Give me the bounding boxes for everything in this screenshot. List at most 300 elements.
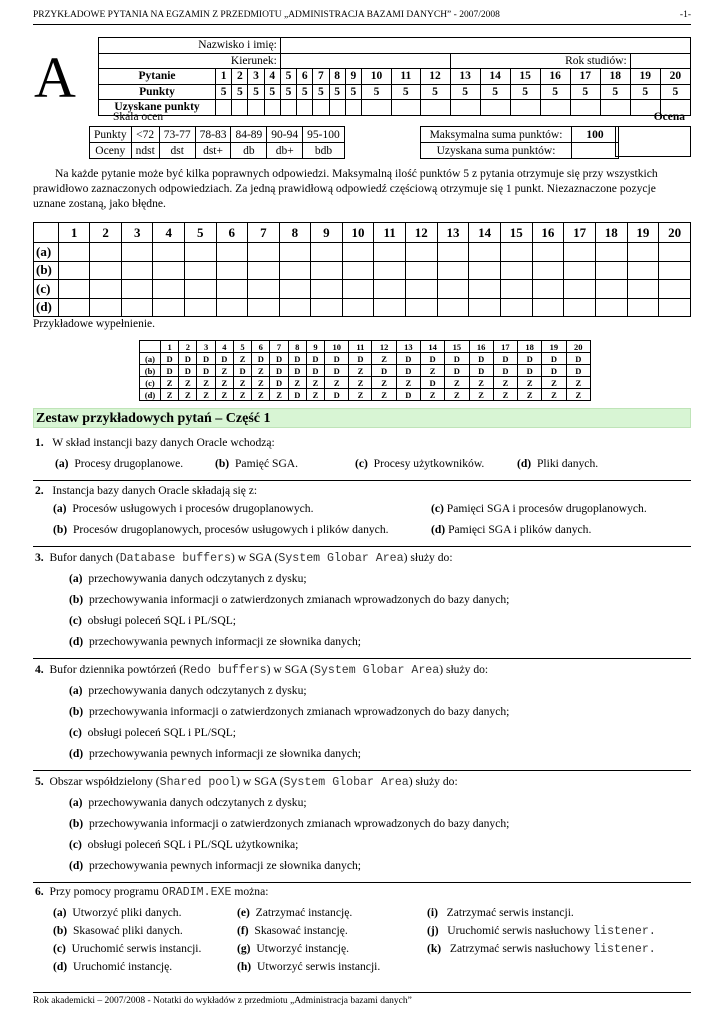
example-cell: Z: [445, 377, 469, 389]
section-title: Zestaw przykładowych pytań – Część 1: [33, 408, 691, 428]
example-cell: Z: [325, 377, 349, 389]
example-cell: D: [197, 353, 215, 365]
answer-cell[interactable]: [469, 261, 501, 280]
example-cell: D: [542, 365, 566, 377]
answer-cell[interactable]: [248, 280, 280, 299]
question-number-cell: 7: [313, 69, 329, 85]
grade-scale-title-row: [98, 109, 691, 127]
example-cell: D: [215, 353, 233, 365]
answer-cell[interactable]: [311, 280, 343, 299]
q1-option-b[interactable]: (b) Pamięć SGA.: [215, 457, 299, 470]
example-cell: Z: [215, 389, 233, 401]
example-column-header: 6: [252, 341, 270, 353]
answer-cell[interactable]: [405, 261, 437, 280]
q1-option-d[interactable]: (d) Pliki danych.: [517, 457, 599, 470]
q6-option-f[interactable]: (f) Skasować instancję.: [237, 924, 348, 937]
answer-row-label: (b): [34, 261, 59, 280]
earned-sum-field[interactable]: [572, 143, 619, 159]
answer-cell[interactable]: [500, 298, 532, 317]
answer-cell[interactable]: [342, 280, 374, 299]
q2-text: Instancja bazy danych Oracle składają się z:: [52, 484, 258, 497]
answer-cell[interactable]: [153, 243, 185, 262]
answer-cell[interactable]: [58, 280, 90, 299]
question-number-cell: 14: [480, 69, 510, 85]
example-cell: D: [518, 365, 542, 377]
question-label: Pytanie: [99, 69, 216, 85]
example-cell: Z: [215, 377, 233, 389]
q1-option-c[interactable]: (c) Procesy użytkowników.: [355, 457, 485, 470]
answer-cell[interactable]: [342, 261, 374, 280]
answer-cell[interactable]: [185, 243, 217, 262]
answer-cell[interactable]: [532, 261, 564, 280]
points-cell: 5: [450, 84, 480, 100]
example-column-header: 19: [542, 341, 566, 353]
answer-cell[interactable]: [90, 280, 122, 299]
answer-column-header: 11: [374, 223, 406, 243]
answer-cell[interactable]: [58, 243, 90, 262]
example-cell: D: [325, 365, 349, 377]
points-cell: 5: [540, 84, 570, 100]
question-number-cell: 9: [345, 69, 361, 85]
answer-column-header: 17: [564, 223, 596, 243]
example-cell: D: [197, 365, 215, 377]
answer-cell[interactable]: [342, 243, 374, 262]
answer-column-header: 19: [627, 223, 659, 243]
q6-option-h[interactable]: (h) Utworzyć serwis instancji.: [237, 960, 381, 973]
question-1: [33, 434, 691, 482]
scale-points-label: Punkty: [90, 127, 132, 143]
answer-cell[interactable]: [532, 298, 564, 317]
q6-option-c[interactable]: (c) Uruchomić serwis instancji.: [53, 942, 202, 955]
answer-cell[interactable]: [121, 243, 153, 262]
example-cell: Z: [252, 365, 270, 377]
example-row: [140, 377, 591, 389]
q1-text: W skład instancji bazy danych Oracle wchodzą:: [52, 436, 275, 449]
points-cell: 5: [248, 84, 264, 100]
example-cell: D: [270, 377, 288, 389]
example-column-header: 4: [215, 341, 233, 353]
answer-cell[interactable]: [58, 261, 90, 280]
answer-cell[interactable]: [311, 243, 343, 262]
question-5: 5. Obszar współdzielony (Shared pool) w SGA (System Globar Area) służy do: (a) przechowywania danych odczytanych z dysku; (b) przechowywania informacji o zatwierdzonych zmianach wprowadzonych do bazy danych; (c) obsługi poleceń SQL i PL/SQL użytkownika; (d) przechowywania pewnych informacji ze słownika danych;: [33, 772, 691, 884]
answer-cell[interactable]: [532, 243, 564, 262]
answer-cell[interactable]: [121, 280, 153, 299]
answer-cell[interactable]: [627, 243, 659, 262]
grade-scale-table: [89, 126, 345, 159]
q6-option-d[interactable]: (d) Uruchomić instancję.: [53, 960, 173, 973]
example-column-header: 8: [288, 341, 306, 353]
example-column-header: 7: [270, 341, 288, 353]
points-cell: 5: [630, 84, 660, 100]
answer-cell[interactable]: [469, 243, 501, 262]
answer-cell[interactable]: [500, 243, 532, 262]
q5-option-d[interactable]: (d) przechowywania pewnych informacji ze słownika danych;: [69, 859, 361, 872]
scale-grade-cell: db+: [267, 143, 303, 159]
scale-grade-cell: dst+: [195, 143, 231, 159]
example-cell: D: [325, 389, 349, 401]
example-cell: D: [445, 353, 469, 365]
example-cell: Z: [179, 377, 197, 389]
q2-option-c[interactable]: (c) Pamięci SGA i procesów drugoplanowych.: [431, 502, 647, 515]
answer-cell[interactable]: [153, 298, 185, 317]
answer-cell[interactable]: [564, 261, 596, 280]
q6-code-oradim: ORADIM.EXE: [161, 886, 232, 899]
answer-row: [34, 298, 691, 317]
answer-cell[interactable]: [405, 280, 437, 299]
points-label: Punkty: [99, 84, 216, 100]
answer-cell[interactable]: [248, 243, 280, 262]
variant-letter: A: [34, 45, 76, 110]
answer-cell[interactable]: [185, 298, 217, 317]
q4-option-a[interactable]: (a) przechowywania danych odczytanych z dysku;: [69, 684, 307, 697]
answer-grid: [33, 222, 691, 317]
question-number-cell: 16: [540, 69, 570, 85]
example-cell: Z: [306, 389, 324, 401]
example-cell: Z: [197, 389, 215, 401]
q4-code-sga: System Globar Area: [313, 664, 440, 677]
example-cell: D: [288, 389, 306, 401]
points-cell: 5: [420, 84, 450, 100]
question-number-cell: 18: [600, 69, 630, 85]
example-cell: Z: [306, 377, 324, 389]
example-cell: Z: [179, 389, 197, 401]
name-label: Nazwisko i imię:: [99, 38, 281, 54]
answer-cell[interactable]: [500, 280, 532, 299]
example-cell: D: [270, 365, 288, 377]
q6-option-a[interactable]: (a) Utworzyć pliki danych.: [53, 906, 182, 919]
q3-option-d[interactable]: (d) przechowywania pewnych informacji ze słownika danych;: [69, 635, 361, 648]
example-cell: Z: [215, 365, 233, 377]
example-cell: D: [566, 365, 590, 377]
example-cell: D: [325, 353, 349, 365]
grade-field[interactable]: [615, 126, 691, 157]
course-field[interactable]: [280, 53, 450, 69]
answer-cell[interactable]: [437, 243, 469, 262]
points-cell: 5: [392, 84, 421, 100]
answer-cell[interactable]: [185, 280, 217, 299]
q2-option-b[interactable]: (b) Procesów drugoplanowych, procesów usługowych i plików danych.: [53, 523, 389, 536]
question-number-cell: 20: [660, 69, 690, 85]
example-column-header: 17: [493, 341, 517, 353]
example-cell: Z: [270, 389, 288, 401]
answer-cell[interactable]: [469, 298, 501, 317]
example-cell: Z: [288, 377, 306, 389]
question-number-cell: 2: [232, 69, 248, 85]
q5-code-sga: System Globar Area: [283, 776, 409, 789]
question-number-cell: 5: [280, 69, 296, 85]
example-column-header: 14: [420, 341, 444, 353]
answer-cell[interactable]: [595, 280, 627, 299]
answer-cell[interactable]: [627, 280, 659, 299]
answer-cell[interactable]: [374, 243, 406, 262]
question-number-row: [99, 69, 691, 85]
q4-option-b[interactable]: (b) przechowywania informacji o zatwierdzonych zmianach wprowadzonych do bazy danych;: [69, 705, 510, 718]
answer-cell[interactable]: [311, 298, 343, 317]
answer-column-header: 1: [58, 223, 90, 243]
question-number-cell: 3: [248, 69, 264, 85]
example-cell: Z: [396, 377, 420, 389]
earned-sum-label: Uzyskana suma punktów:: [421, 143, 572, 159]
example-row-label: (b): [140, 365, 161, 377]
example-cell: D: [566, 353, 590, 365]
answer-cell[interactable]: [374, 280, 406, 299]
scale-grade-cell: ndst: [131, 143, 159, 159]
answer-column-header: 14: [469, 223, 501, 243]
example-cell: Z: [349, 389, 372, 401]
example-cell: D: [233, 365, 251, 377]
points-cell: 5: [361, 84, 391, 100]
scale-range-cell: <72: [131, 127, 159, 143]
q5-option-c[interactable]: (c) obsługi poleceń SQL i PL/SQL użytkownika;: [69, 838, 299, 851]
answer-cell[interactable]: [374, 261, 406, 280]
scale-grade-cell: db: [231, 143, 267, 159]
example-cell: Z: [233, 353, 251, 365]
answer-cell[interactable]: [564, 298, 596, 317]
answer-cell[interactable]: [627, 298, 659, 317]
q6-option-g[interactable]: (g) Utworzyć instancję.: [237, 942, 350, 955]
example-cell: Z: [372, 353, 396, 365]
example-column-header: 5: [233, 341, 251, 353]
example-cell: Z: [420, 365, 444, 377]
answer-cell[interactable]: [279, 298, 311, 317]
q3-option-c[interactable]: (c) obsługi poleceń SQL i PL/SQL;: [69, 614, 237, 627]
answer-cell[interactable]: [153, 280, 185, 299]
answer-cell[interactable]: [405, 243, 437, 262]
answer-cell[interactable]: [564, 280, 596, 299]
example-cell: Z: [542, 389, 566, 401]
answer-cell[interactable]: [216, 243, 248, 262]
answer-cell[interactable]: [437, 261, 469, 280]
answer-row: [34, 261, 691, 280]
points-cell: 5: [232, 84, 248, 100]
example-caption: Przykładowe wypełnienie.: [33, 318, 155, 330]
example-cell: D: [493, 353, 517, 365]
name-field[interactable]: [280, 38, 690, 54]
answer-column-header: 6: [216, 223, 248, 243]
answer-column-header: 13: [437, 223, 469, 243]
answer-cell[interactable]: [90, 243, 122, 262]
answer-cell[interactable]: [216, 298, 248, 317]
answer-cell[interactable]: [374, 298, 406, 317]
max-sum-value: 100: [572, 127, 619, 143]
example-cell: Z: [197, 377, 215, 389]
scale-range-cell: 84-89: [231, 127, 267, 143]
answer-cell[interactable]: [153, 261, 185, 280]
example-row: [140, 365, 591, 377]
answer-row-label: (a): [34, 243, 59, 262]
answer-column-header: 3: [121, 223, 153, 243]
example-column-header: 9: [306, 341, 324, 353]
q6-option-j[interactable]: (j) Uruchomić serwis nasłuchowy listener.: [427, 924, 656, 938]
example-cell: Z: [161, 377, 179, 389]
earned-label: Uzyskane punkty: [99, 100, 216, 116]
grade-title: Ocena: [653, 111, 685, 123]
scale-grade-cell: bdb: [303, 143, 345, 159]
example-column-header: 16: [469, 341, 493, 353]
q6-option-i[interactable]: (i) Zatrzymać serwis instancji.: [427, 906, 574, 919]
q5-option-a[interactable]: (a) przechowywania danych odczytanych z dysku;: [69, 796, 307, 809]
question-4: 4. Bufor dziennika powtórzeń (Redo buffers) w SGA (System Globar Area) służy do: (a) przechowywania danych odczytanych z dysku; (b) przechowywania informacji o zatwierdzonych zmianach wprowadzonych do bazy danych; (c) obsługi poleceń SQL i PL/SQL; (d) przechowywania pewnych informacji ze słownika danych;: [33, 660, 691, 773]
q2-option-a[interactable]: (a) Procesów usługowych i procesów drugoplanowych.: [53, 502, 314, 515]
points-cell: 5: [313, 84, 329, 100]
example-row-label: (a): [140, 353, 161, 365]
answer-cell[interactable]: [532, 280, 564, 299]
answer-cell[interactable]: [121, 261, 153, 280]
q6-option-k[interactable]: (k) Zatrzymać serwis nasłuchowy listener.: [427, 942, 656, 956]
example-cell: Z: [233, 377, 251, 389]
question-2: [33, 482, 691, 548]
answer-column-header: 2: [90, 223, 122, 243]
example-cell: D: [306, 365, 324, 377]
q2-option-d[interactable]: (d) Pamięci SGA i plików danych.: [431, 523, 592, 536]
answer-cell[interactable]: [437, 298, 469, 317]
points-cell: 5: [264, 84, 280, 100]
example-cell: Z: [493, 377, 517, 389]
answer-cell[interactable]: [311, 261, 343, 280]
example-cell: Z: [233, 389, 251, 401]
example-cell: Z: [566, 389, 590, 401]
points-cell: 5: [329, 84, 345, 100]
answer-cell[interactable]: [469, 280, 501, 299]
answer-column-header: 8: [279, 223, 311, 243]
q6-option-e[interactable]: (e) Zatrzymać instancję.: [237, 906, 353, 919]
example-cell: Z: [420, 389, 444, 401]
example-cell: D: [469, 365, 493, 377]
points-cell: 5: [297, 84, 313, 100]
example-cell: Z: [493, 389, 517, 401]
example-column-header: 10: [325, 341, 349, 353]
answer-cell[interactable]: [437, 280, 469, 299]
answer-column-header: 9: [311, 223, 343, 243]
example-cell: D: [396, 389, 420, 401]
answer-cell[interactable]: [248, 298, 280, 317]
example-cell: Z: [518, 389, 542, 401]
example-cell: Z: [252, 377, 270, 389]
question-number-cell: 17: [570, 69, 600, 85]
question-number-cell: 4: [264, 69, 280, 85]
answer-column-header: 18: [595, 223, 627, 243]
answer-column-header: 20: [659, 223, 691, 243]
answer-cell[interactable]: [90, 261, 122, 280]
answer-cell[interactable]: [121, 298, 153, 317]
scale-grades-label: Oceny: [90, 143, 132, 159]
question-number-cell: 13: [450, 69, 480, 85]
answer-cell[interactable]: [627, 261, 659, 280]
year-label: Rok studiów:: [450, 53, 630, 69]
answer-cell[interactable]: [279, 243, 311, 262]
instructions: Na każde pytanie może być kilka poprawnych odpowiedzi. Maksymalną ilość punktów 5 z pytania otrzymuje się przy wszystkich prawidłowo zaznaczonych odpowiedziach. Za jedną prawidłową odpowiedź częściową otrzymuje się 1 punkt. Niezaznaczone pozycje uznane zostaną, jako błędne.: [33, 167, 658, 210]
scale-title: Skala ocen: [113, 111, 164, 123]
q2-number: 2.: [35, 484, 44, 497]
answer-cell[interactable]: [279, 261, 311, 280]
example-cell: D: [469, 353, 493, 365]
q5-option-b[interactable]: (b) przechowywania informacji o zatwierdzonych zmianach wprowadzonych do bazy danych;: [69, 817, 510, 830]
example-column-header: 12: [372, 341, 396, 353]
answer-cell[interactable]: [595, 243, 627, 262]
answer-cell[interactable]: [564, 243, 596, 262]
example-column-header: 18: [518, 341, 542, 353]
example-cell: D: [288, 365, 306, 377]
q3-code-database-buffers: Database buffers: [119, 552, 232, 565]
answer-cell[interactable]: [659, 243, 691, 262]
answer-column-header: 4: [153, 223, 185, 243]
page-number: -1-: [679, 10, 691, 20]
points-cell: 5: [660, 84, 690, 100]
answer-row-label: (d): [34, 298, 59, 317]
answer-cell[interactable]: [248, 261, 280, 280]
answer-cell[interactable]: [216, 261, 248, 280]
answer-cell[interactable]: [500, 261, 532, 280]
example-row-label: (c): [140, 377, 161, 389]
scale-range-cell: 78-83: [195, 127, 231, 143]
question-number-cell: 8: [329, 69, 345, 85]
answer-cell[interactable]: [659, 298, 691, 317]
answer-cell[interactable]: [90, 298, 122, 317]
answer-row-label: (c): [34, 280, 59, 299]
answer-cell[interactable]: [185, 261, 217, 280]
example-cell: Z: [566, 377, 590, 389]
points-cell: 5: [570, 84, 600, 100]
page-footer: Rok akademicki – 2007/2008 - Notatki do wykładów z przedmiotu „Administracja bazami danych”: [33, 992, 691, 1006]
q3-code-sga: System Globar Area: [278, 552, 404, 565]
scale-range-cell: 73-77: [159, 127, 195, 143]
question-number-cell: 11: [392, 69, 421, 85]
example-cell: Z: [372, 377, 396, 389]
q6-option-b[interactable]: (b) Skasować pliki danych.: [53, 924, 183, 937]
example-cell: D: [420, 377, 444, 389]
answer-cell[interactable]: [342, 298, 374, 317]
q4-option-c[interactable]: (c) obsługi poleceń SQL i PL/SQL;: [69, 726, 237, 739]
example-cell: D: [420, 353, 444, 365]
answer-cell[interactable]: [659, 280, 691, 299]
answer-cell[interactable]: [595, 261, 627, 280]
scale-range-cell: 90-94: [267, 127, 303, 143]
answer-cell[interactable]: [405, 298, 437, 317]
student-id-table: [98, 37, 691, 116]
example-cell: Z: [445, 389, 469, 401]
header-title: PRZYKŁADOWE PYTANIA NA EGZAMIN Z PRZEDMIOTU „ADMINISTRACJA BAZAMI DANYCH” - 2007/2008: [33, 10, 500, 20]
example-cell: D: [270, 353, 288, 365]
answer-cell[interactable]: [279, 280, 311, 299]
example-cell: Z: [542, 377, 566, 389]
example-cell: Z: [349, 377, 372, 389]
question-6: 6. Przy pomocy programu ORADIM.EXE można: (a) Utworzyć pliki danych. (b) Skasować pliki danych. (c) Uruchomić serwis instancji. (d) Uruchomić instancję. (e) Zatrzymać instancję. (f) Skasować instancję. (g) Utworzyć instancję. (h) Utworzyć serwis instancji. (i) Zatrzymać serwis instancji. (j) Uruchomić serwis nasłuchowy listener. (k) Zatrzymać serwis nasłuchowy listener.: [35, 885, 656, 973]
example-row: [140, 353, 591, 365]
example-column-header: 15: [445, 341, 469, 353]
q4-option-d[interactable]: (d) przechowywania pewnych informacji ze słownika danych;: [69, 747, 361, 760]
q6-number: 6.: [35, 885, 44, 898]
example-cell: D: [252, 353, 270, 365]
answer-cell[interactable]: [58, 298, 90, 317]
example-cell: Z: [252, 389, 270, 401]
answer-cell[interactable]: [216, 280, 248, 299]
answer-cell[interactable]: [659, 261, 691, 280]
points-cell: 5: [280, 84, 296, 100]
q3-option-a[interactable]: (a) przechowywania danych odczytanych z dysku;: [69, 572, 307, 585]
answer-cell[interactable]: [595, 298, 627, 317]
q3-option-b[interactable]: (b) przechowywania informacji o zatwierdzonych zmianach wprowadzonych do bazy danych;: [69, 593, 510, 606]
points-cell: 5: [600, 84, 630, 100]
example-cell: D: [349, 353, 372, 365]
answer-row: [34, 280, 691, 299]
example-column-header: 1: [161, 341, 179, 353]
max-sum-label: Maksymalna suma punktów:: [421, 127, 572, 143]
q1-option-a[interactable]: (a) Procesy drugoplanowe.: [55, 457, 184, 470]
answer-column-header: 16: [532, 223, 564, 243]
points-cell: 5: [216, 84, 232, 100]
example-cell: Z: [161, 389, 179, 401]
year-field[interactable]: [630, 53, 690, 69]
